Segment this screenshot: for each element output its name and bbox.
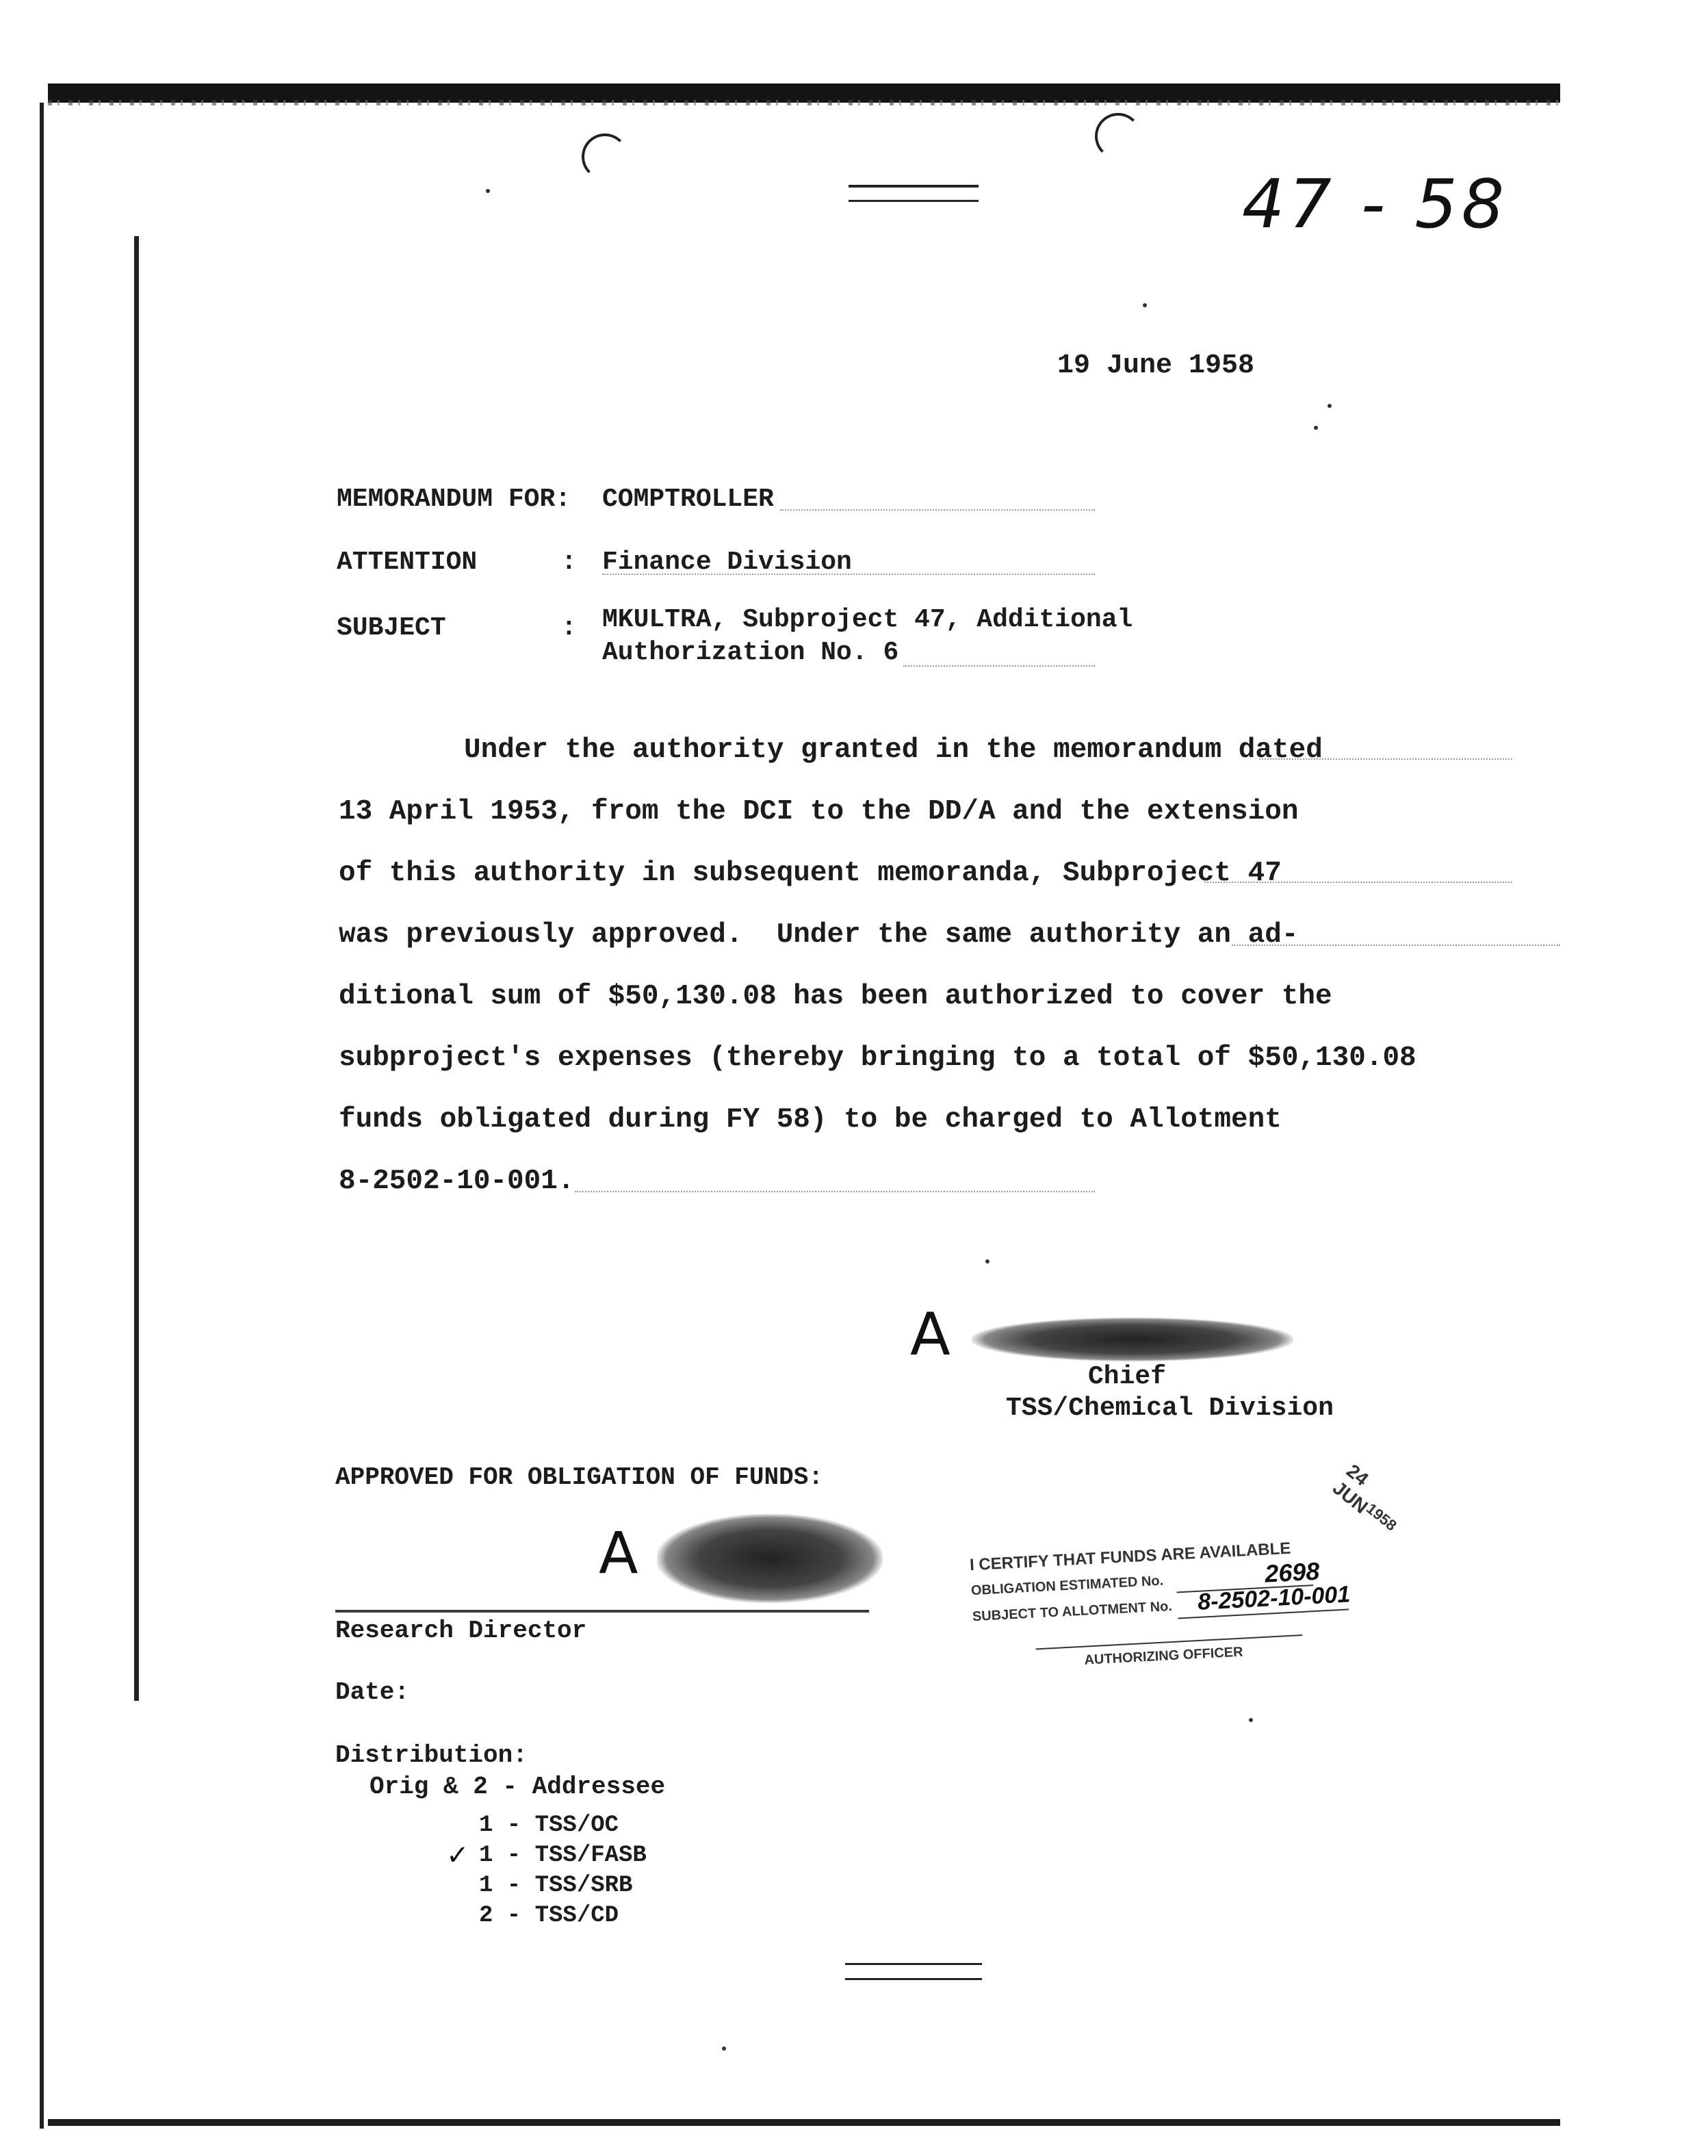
body-line-8: 8-2502-10-001. [339,1166,575,1197]
distribution-heading: Distribution: [335,1741,528,1769]
distribution-row: 1 - TSS/SRB [479,1873,633,1899]
stamp-rule [1036,1634,1303,1650]
speck [1143,303,1147,307]
underline [780,509,1095,511]
body-line-2: 13 April 1953, from the DCI to the DD/A and the extension [339,796,1299,827]
body-line-1: Under the authority granted in the memorandum dated [464,734,1323,766]
body-line-6: subproject's expenses (thereby bringing to a total of $50,130.08 [339,1042,1416,1074]
stamp-line-3-value: 8-2502-10-001 [1197,1581,1351,1615]
stamp-line-2-label: OBLIGATION ESTIMATED No. [970,1573,1164,1599]
stamp-line-2-value: 2698 [1264,1556,1321,1588]
stamp-line-3-label: SUBJECT TO ALLOTMENT No. [972,1598,1173,1625]
subject-line-2: Authorization No. 6 [602,638,899,667]
chief-division: TSS/Chemical Division [1006,1394,1334,1423]
underline [1259,758,1512,760]
punch-mark-right [1095,113,1141,159]
speck [1314,426,1318,430]
approval-date-label: Date: [335,1678,410,1706]
attention-colon: : [561,548,577,577]
underline [1204,882,1512,883]
underline [903,665,1095,667]
distribution-row: 2 - TSS/CD [479,1903,619,1929]
memo-for-label: MEMORANDUM FOR: [337,485,571,514]
distribution-row: 1 - TSS/OC [479,1812,619,1838]
underline [575,1191,1095,1192]
date-stamp-year: 1958 [1363,1500,1400,1535]
funds-available-stamp [967,1460,1401,1712]
scan-mark-bottom-1 [845,1963,982,1965]
redacted-signature-chief [972,1318,1293,1361]
body-line-3: of this authority in subsequent memoranda, Subproject 47 [339,858,1282,889]
margin-rule [134,236,139,1701]
speck [722,2046,726,2051]
attention-label: ATTENTION [337,548,478,577]
distribution-row: 1 - TSS/FASB [479,1843,647,1869]
attention-value: Finance Division [602,548,852,577]
body-line-5: ditional sum of $50,130.08 has been authorized to cover the [339,981,1332,1012]
date-stamp-day: 24 JUN [1328,1460,1373,1518]
initial-chief: A [910,1300,950,1369]
body-line-4: was previously approved. Under the same authority an ad- [339,919,1299,951]
subject-label: SUBJECT [337,613,446,643]
speck [985,1259,989,1263]
handwritten-file-number: 47 - 58 [1242,166,1509,244]
distribution-row: Orig & 2 - Addressee [370,1773,666,1801]
scan-mark-top-2 [849,200,979,202]
body-line-7: funds obligated during FY 58) to be charged to Allotment [339,1104,1282,1135]
signature-line [335,1610,869,1613]
underline [602,574,1095,575]
underline [1232,945,1560,946]
initial-director: A [599,1519,638,1587]
stamp-line-1: I CERTIFY THAT FUNDS ARE AVAILABLE [969,1539,1291,1575]
scan-noise [48,100,1560,105]
approval-heading: APPROVED FOR OBLIGATION OF FUNDS: [335,1463,823,1491]
memo-for-value: COMPTROLLER [602,485,774,514]
subject-colon: : [561,613,577,643]
scan-left-edge [40,103,44,2129]
stamp-footer: AUTHORIZING OFFICER [1083,1644,1244,1668]
punch-mark-left [582,133,628,180]
scan-bottom-edge [48,2119,1560,2126]
scan-mark-bottom-2 [845,1978,982,1980]
check-mark-icon: ✓ [446,1840,469,1871]
speck [486,189,490,193]
approval-signer: Research Director [335,1617,587,1645]
speck [1249,1718,1253,1722]
scan-mark-top-1 [849,185,979,188]
subject-line-1: MKULTRA, Subproject 47, Additional [602,605,1133,634]
redacted-signature-director [657,1514,883,1603]
speck [1328,404,1332,408]
memo-date: 19 June 1958 [1057,350,1255,381]
chief-title: Chief [1088,1362,1167,1391]
